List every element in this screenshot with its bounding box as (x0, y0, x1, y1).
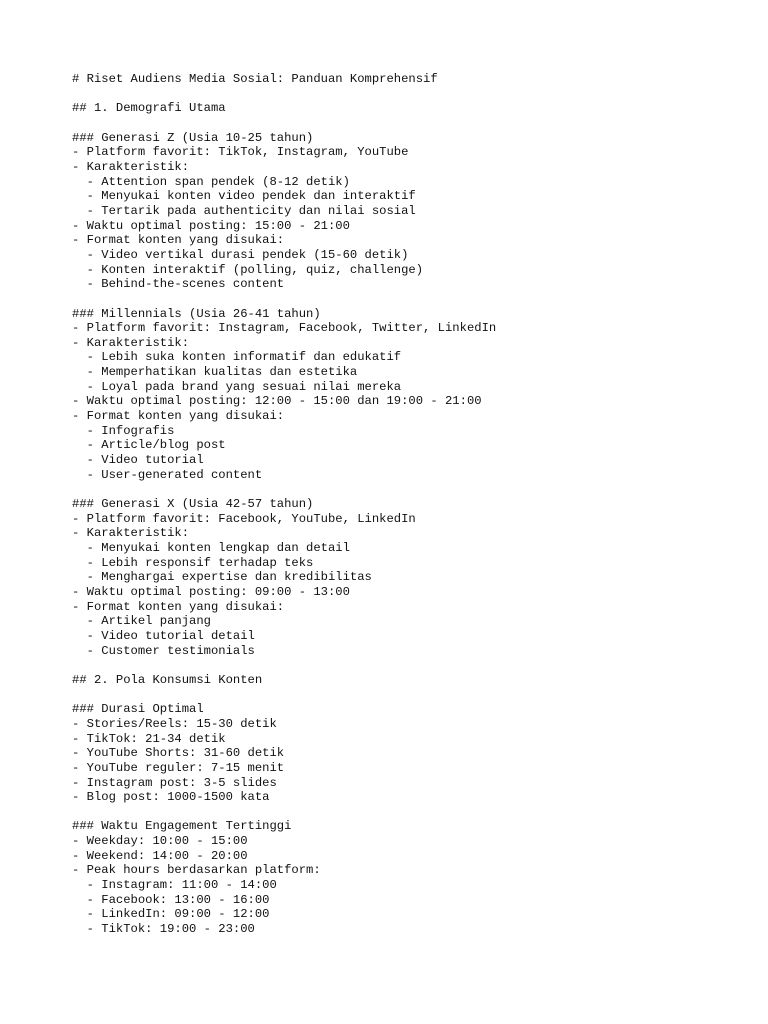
list-item: - Waktu optimal posting: 12:00 - 15:00 dan 19:00 - 21:00 (72, 394, 482, 409)
blank-line (72, 482, 752, 497)
list-item: - Karakteristik: (72, 159, 190, 174)
nested-list-item: - LinkedIn: 09:00 - 12:00 (72, 907, 270, 922)
list-item: - YouTube Shorts: 31-60 detik (72, 746, 285, 761)
list-item: - Karakteristik: (72, 526, 190, 541)
blank-line (72, 658, 752, 673)
subsection-heading: ### Generasi Z (Usia 10-25 tahun) (72, 130, 314, 145)
nested-list-item: - Video tutorial detail (72, 628, 255, 643)
subsection-heading: ### Generasi X (Usia 42-57 tahun) (72, 497, 314, 512)
list-item: - Weekend: 14:00 - 20:00 (72, 848, 248, 863)
document-body (72, 72, 752, 937)
nested-list-item: - Artikel panjang (72, 614, 211, 629)
list-item: - Platform favorit: Instagram, Facebook, Twitter, LinkedIn (72, 321, 497, 336)
nested-list-item: - Lebih responsif terhadap teks (72, 555, 314, 570)
nested-list-item: - Facebook: 13:00 - 16:00 (72, 892, 270, 907)
list-item: - Instagram post: 3-5 slides (72, 775, 277, 790)
nested-list-item: - Menyukai konten lengkap dan detail (72, 541, 350, 555)
nested-list-item: - Loyal pada brand yang sesuai nilai mereka (72, 379, 402, 394)
list-item: - Format konten yang disukai: (72, 409, 285, 424)
nested-list-item: - Memperhatikan kualitas dan estetika (72, 365, 358, 380)
nested-list-item: - Video vertikal durasi pendek (15-60 detik) (72, 247, 409, 262)
list-item: - YouTube reguler: 7-15 menit (72, 760, 285, 775)
nested-list-item: - Behind-the-scenes content (72, 277, 285, 292)
subsection-heading: ### Millennials (Usia 26-41 tahun) (72, 306, 321, 321)
list-item: - Waktu optimal posting: 09:00 - 13:00 (72, 584, 350, 599)
nested-list-item: - Infografis (72, 423, 175, 438)
nested-list-item: - TikTok: 19:00 - 23:00 (72, 922, 255, 937)
blank-line (72, 116, 752, 131)
list-item: - Peak hours berdasarkan platform: (72, 863, 321, 878)
subsection-heading: ### Waktu Engagement Tertinggi (72, 819, 292, 834)
nested-list-item: - Menghargai expertise dan kredibilitas (72, 570, 372, 585)
nested-list-item: - Article/blog post (72, 438, 226, 453)
nested-list-item: - Customer testimonials (72, 643, 255, 658)
list-item: - TikTok: 21-34 detik (72, 731, 226, 746)
blank-line (72, 688, 752, 703)
list-item: - Blog post: 1000-1500 kata (72, 790, 270, 805)
list-item: - Karakteristik: (72, 335, 190, 350)
nested-list-item: - User-generated content (72, 467, 263, 482)
list-item: - Platform favorit: TikTok, Instagram, YouTube (72, 145, 409, 160)
nested-list-item: - Instagram: 11:00 - 14:00 (72, 878, 277, 893)
nested-list-item: - Konten interaktif (polling, quiz, challenge) (72, 262, 424, 277)
subsection-heading: ### Durasi Optimal (72, 702, 204, 717)
list-item: - Platform favorit: Facebook, YouTube, LinkedIn (72, 511, 416, 526)
nested-list-item: - Video tutorial (72, 453, 204, 468)
nested-list-item: - Attention span pendek (8-12 detik) (72, 174, 350, 189)
list-item: - Stories/Reels: 15-30 detik (72, 716, 277, 731)
nested-list-item: - Menyukai konten video pendek dan interaktif (72, 189, 416, 204)
blank-line (72, 87, 752, 102)
section-heading: ## 1. Demografi Utama (72, 101, 226, 116)
list-item: - Weekday: 10:00 - 15:00 (72, 834, 248, 849)
list-item: - Format konten yang disukai: (72, 599, 285, 614)
section-heading: ## 2. Pola Konsumsi Konten (72, 672, 263, 687)
document-title: # Riset Audiens Media Sosial: Panduan Komprehensif (72, 72, 438, 86)
blank-line (72, 292, 752, 307)
nested-list-item: - Lebih suka konten informatif dan edukatif (72, 350, 402, 365)
list-item: - Waktu optimal posting: 15:00 - 21:00 (72, 218, 350, 233)
nested-list-item: - Tertarik pada authenticity dan nilai sosial (72, 203, 416, 218)
list-item: - Format konten yang disukai: (72, 233, 285, 248)
blank-line (72, 805, 752, 820)
